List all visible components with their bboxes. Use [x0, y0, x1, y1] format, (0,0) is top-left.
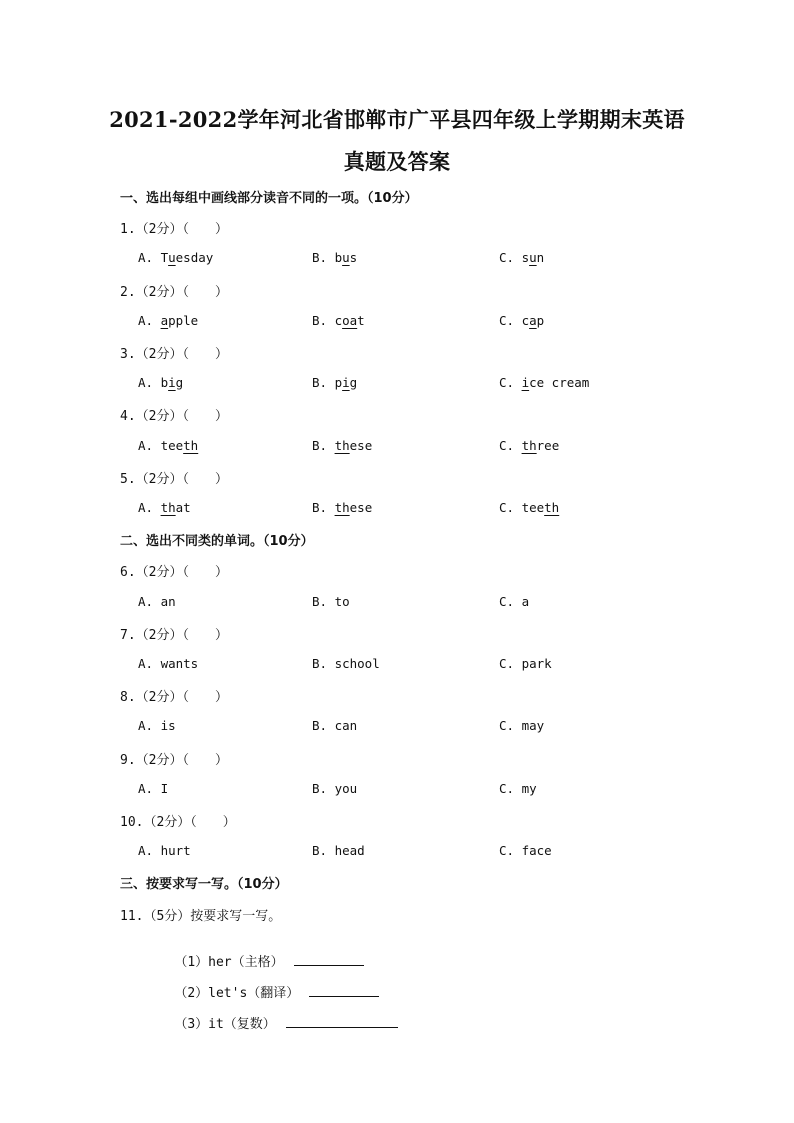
question-11-item-2: （2）let's（翻译） — [143, 967, 379, 1016]
question-4-option-b[interactable]: B. these — [312, 438, 373, 453]
document-title-line2: 真题及答案 — [343, 149, 451, 174]
question-3-option-c[interactable]: C. ice cream — [499, 375, 590, 390]
question-2-option-a[interactable]: A. apple — [138, 313, 199, 328]
question-5-option-b[interactable]: B. these — [312, 500, 373, 515]
question-4-option-a[interactable]: A. teeth — [138, 438, 199, 453]
answer-blank-2[interactable] — [309, 982, 379, 997]
question-10-number: 10.（2分）（ ） — [120, 815, 236, 830]
section-1-heading: 一、选出每组中画线部分读音不同的一项。（10分） — [120, 191, 418, 206]
question-1-option-a[interactable]: A. Tuesday — [138, 250, 214, 265]
question-1-option-c[interactable]: C. sun — [499, 250, 545, 265]
question-5-option-a[interactable]: A. that — [138, 500, 191, 515]
question-8-number: 8.（2分）（ ） — [120, 690, 228, 705]
question-8-option-a[interactable]: A. is — [138, 718, 176, 733]
document-title-line1: 2021-2022学年河北省邯郸市广平县四年级上学期期末英语 — [109, 107, 685, 132]
question-1-option-b[interactable]: B. bus — [312, 250, 358, 265]
question-3-option-a[interactable]: A. big — [138, 375, 184, 390]
section-2-heading: 二、选出不同类的单词。（10分） — [120, 534, 314, 549]
answer-blank-3[interactable] — [286, 1013, 398, 1028]
question-7-option-a[interactable]: A. wants — [138, 656, 199, 671]
question-6-option-b[interactable]: B. to — [312, 594, 350, 609]
question-11-item-3: （3）it（复数） — [143, 998, 398, 1047]
question-10-option-c[interactable]: C. face — [499, 843, 552, 858]
question-9-number: 9.（2分）（ ） — [120, 753, 228, 768]
question-2-option-b[interactable]: B. coat — [312, 313, 365, 328]
question-6-option-a[interactable]: A. an — [138, 594, 176, 609]
question-10-option-b[interactable]: B. head — [312, 843, 365, 858]
question-8-option-b[interactable]: B. can — [312, 718, 358, 733]
question-9-option-a[interactable]: A. I — [138, 781, 169, 796]
question-8-option-c[interactable]: C. may — [499, 718, 545, 733]
question-2-option-c[interactable]: C. cap — [499, 313, 545, 328]
question-6-option-c[interactable]: C. a — [499, 594, 530, 609]
question-9-option-b[interactable]: B. you — [312, 781, 358, 796]
question-10-option-a[interactable]: A. hurt — [138, 843, 191, 858]
question-3-number: 3.（2分）（ ） — [120, 347, 228, 362]
question-4-number: 4.（2分）（ ） — [120, 409, 228, 424]
answer-blank-1[interactable] — [294, 951, 364, 966]
question-2-number: 2.（2分）（ ） — [120, 285, 228, 300]
question-11-item-1: （1）her（主格） — [143, 936, 364, 985]
question-4-option-c[interactable]: C. three — [499, 438, 560, 453]
question-9-option-c[interactable]: C. my — [499, 781, 537, 796]
question-7-option-c[interactable]: C. park — [499, 656, 552, 671]
question-5-option-c[interactable]: C. teeth — [499, 500, 560, 515]
question-3-option-b[interactable]: B. pig — [312, 375, 358, 390]
question-6-number: 6.（2分）（ ） — [120, 565, 228, 580]
question-1-number: 1.（2分）（ ） — [120, 222, 228, 237]
question-7-option-b[interactable]: B. school — [312, 656, 380, 671]
section-3-heading: 三、按要求写一写。（10分） — [120, 877, 288, 892]
question-5-number: 5.（2分）（ ） — [120, 472, 228, 487]
question-11-number: 11.（5分）按要求写一写。 — [120, 909, 282, 924]
question-7-number: 7.（2分）（ ） — [120, 628, 228, 643]
